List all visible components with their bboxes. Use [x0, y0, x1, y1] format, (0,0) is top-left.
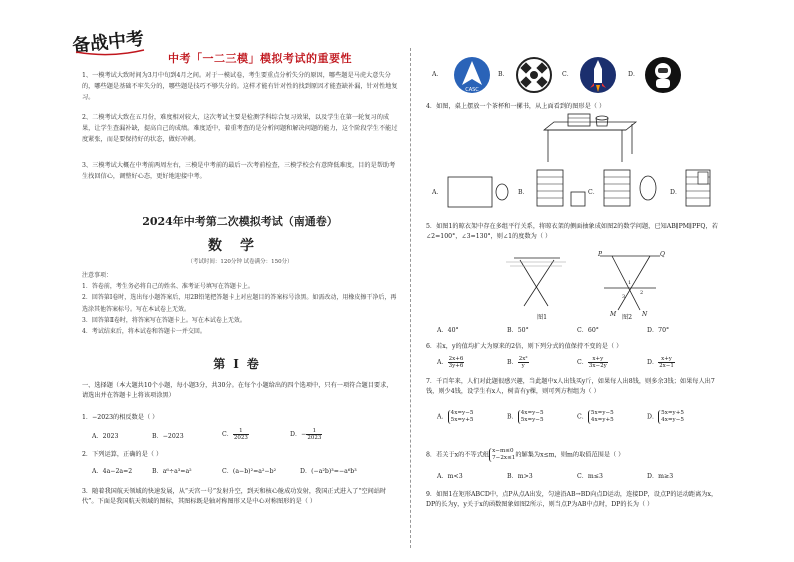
question-7-stem: 7．千百年来，人们对此题很感兴趣，当此题中x人出钱买y斤，如果每人出8钱，则多余3钱；如果每人出7钱，则少4钱，设学生有x人，树苗有y棵，则可列方程组为（ ）: [426, 378, 715, 395]
intro-paragraph-1: 1、一模考试大致时间为3月中旬到4月之间。对于一模试卷，考生要重点分析失分的原因，哪些题是马虎大意失分的，哪些题是基础不牢失分的，哪些题是技巧不够失分的。这样才能有针对性的找到原因才能查缺补漏，针对性地复习。: [82, 72, 398, 101]
q8-option-b: B．m>3: [507, 473, 533, 480]
fig1-caption: 图1: [537, 314, 548, 321]
q4-option-b: B．: [518, 189, 529, 196]
fraction: $\frac{x+y}{2x-1}$: [659, 356, 674, 369]
note-item: 1．答卷前，考生务必将自己的姓名、准考证号填写在答题卡上。: [82, 283, 254, 291]
banner-title: 中考「一二三模」模拟考试的重要性: [168, 52, 352, 65]
question-6-stem: 6．若x，y的值均扩大为原来的2倍，则下列分式的值保持不变的是（ ）: [426, 343, 623, 350]
svg-text:CASC: CASC: [465, 87, 479, 93]
fig2-caption: 图2: [622, 314, 633, 321]
equation-system: 4x=y−5 5x=y+5: [448, 410, 474, 424]
q3-option-c: C．: [562, 71, 573, 78]
q7-option-d: D． 5x=y+5 4x=y−5: [647, 410, 684, 423]
brand-logo: [70, 24, 150, 58]
q6-option-c: C． $\frac{x+y}{3x-2y}$: [577, 356, 607, 369]
svg-text:2: 2: [640, 290, 644, 296]
exam-title: 2024年中考第二次模拟考试（南通卷）: [142, 215, 338, 228]
svg-text:P: P: [598, 251, 603, 258]
fraction: $\frac{x+y}{3x-2y}$: [588, 356, 607, 369]
casc-logo-icon: [452, 55, 492, 99]
question-2-stem: 2．下列运算，正确的是（ ）: [82, 451, 163, 458]
q5-option-b: B．50°: [507, 327, 529, 334]
column-divider: [410, 48, 411, 548]
exam-meta: （考试时间：120分钟 试卷满分：150分）: [187, 259, 293, 265]
fraction: $\frac{1}{2023}$: [307, 428, 322, 441]
q6-option-a: A． $\frac{2x+6}{3y+6}$: [437, 356, 464, 369]
note-item: 2．回答第Ⅰ卷时，选出每小题答案后，用2B铅笔把答题卡上对应题目的答案标号涂黑。如需改动，用橡皮擦干净后，再选涂其他答案标号。写在本试卷上无效。: [82, 294, 397, 313]
q3-option-a: A．: [432, 71, 443, 78]
q2-option-a: A．4a−2a=2: [92, 468, 133, 475]
q2-option-b: B．a⁶÷a³=a²: [152, 468, 192, 475]
fraction: $\frac{2x+6}{3y+6}$: [448, 356, 464, 369]
exam-subject: 数学: [208, 238, 272, 254]
question-5-stem: 5．如图1的晾衣架中存在多组平行关系，将晾衣架的侧面抽象成如图2的数学问题，已知AB∥PM∥PFQ，若∠2=100°，∠3=130°，则∠1的度数为（ ）: [426, 223, 718, 240]
q6-option-b: B． $\frac{\text{2x²}}{y}$: [507, 356, 528, 369]
svg-text:Q: Q: [660, 251, 665, 258]
q5-option-d: D．70°: [647, 327, 670, 334]
svg-text:备战中考: 备战中考: [71, 28, 146, 57]
rocket-emblem-icon: [578, 55, 618, 99]
intro-paragraph-3: 3、三模考试大概在中考前两周左右，三模是中考前的最后一次考前检查，三模学校会有意降低难度，目的是帮助考生找回信心，调整好心态，更好地迎接中考。: [82, 162, 396, 180]
notes-block: [82, 270, 398, 337]
note-item: 4．考试结束后，将本试卷和答题卡一并交回。: [82, 328, 206, 336]
q4-option-a-figure: [447, 175, 511, 213]
q7-option-b: B． 4x=y−5 5x=y−5: [507, 410, 544, 423]
svg-text:N: N: [642, 311, 648, 318]
svg-text:3: 3: [622, 294, 626, 300]
satellite-emblem-icon: [515, 56, 553, 98]
q1-option-b: B．−2023: [152, 433, 184, 440]
clothes-rack-figure: [500, 248, 680, 322]
intro-paragraph-2: 2、二模考试大致在五月份，难度相对较大，这次考试主要是检测学科综合复习效果，以及学生在第一轮复习的成果，让学生查漏补缺，提高自己的成绩。难度适中，着重考查的是分析问题和解决问题的能力，这个阶段学生不能过度紧张，而是要保持好的状态，做好冲刺。: [82, 114, 398, 143]
question-8-stem: 8．若关于x的不等式组 x−m≤0 7−2x≤1 的解集为x≤m，则m的取值范围是（ ）: [426, 448, 625, 461]
q3-option-b: B．: [498, 71, 509, 78]
section-heading: 一、选择题（本大题共10个小题，每小题3分，共30分。在每个小题给出的四个选项中，只有一项符合题目要求，请选出并在答题卡上将该项涂黑）: [82, 382, 393, 399]
q3-option-d: D．: [628, 71, 640, 78]
notes-heading: 注意事项：: [82, 272, 113, 279]
q7-option-a: A． 4x=y−5 5x=y+5: [437, 410, 474, 423]
fraction: $\frac{\text{2x²}}{y}$: [518, 356, 528, 369]
question-9-stem: 9．如图1在矩形ABCD中，点P从点A出发，匀速沿AB→BD向点D运动，连接DP，设点P的运动距离为x，DP的长为y，y关于x的函数图象如图2所示，则当点P为AB中点时，DP的长为（ ）: [426, 491, 718, 508]
equation-system: 5x=y−5 4x=y+5: [588, 410, 614, 424]
q2-option-d: D．(−a²b)³=−a⁶b³: [300, 468, 357, 475]
question-4-stem: 4．如图，桌上摆放一个茶杯和一摞书，从上面看到的图形是（ ）: [426, 103, 606, 110]
q5-option-c: C．60°: [577, 327, 599, 334]
q4-option-d-figure: [684, 168, 718, 212]
q2-option-c: C．(a−b)²=a²−b²: [222, 468, 277, 475]
q4-option-c: C．: [588, 189, 599, 196]
brand-logo-icon: [70, 24, 150, 58]
q1-option-d: D．− $\frac{1}{2023}$: [290, 428, 322, 441]
q7-option-c: C． 5x=y−5 4x=y+5: [577, 410, 614, 423]
inequality-system: x−m≤0 7−2x≤1: [489, 448, 515, 462]
q8-option-c: C．m≤3: [577, 473, 603, 480]
q5-option-a: A．40°: [437, 327, 459, 334]
table-cup-books-figure: [540, 112, 640, 168]
q4-option-d: D．: [670, 189, 682, 196]
q4-option-c-figure: [602, 168, 662, 212]
svg-text:M: M: [610, 311, 617, 318]
svg-text:1: 1: [628, 280, 632, 286]
astronaut-emblem-icon: [643, 55, 683, 99]
q4-option-a: A．: [432, 189, 443, 196]
fraction: $\frac{1}{2023}$: [233, 428, 248, 441]
question-3-stem: 3．随着我国航天领域的快速发展，从“天宫一号”发射升空，到天和核心舱成功发射，我国正式进入了“空间站时代”。下面是我国航天领域的图标，其图标既是轴对称图形又是中心对称图形的是（ ）: [82, 488, 387, 505]
q1-option-a: A．2023: [92, 433, 119, 440]
q8-option-d: D．m≥3: [647, 473, 674, 480]
q6-option-d: D． $\frac{x+y}{2x-1}$: [647, 356, 674, 369]
question-1-stem: 1．−2023的相反数是（ ）: [82, 414, 159, 421]
volume-heading: 第Ⅰ卷: [213, 357, 267, 371]
equation-system: 4x=y−5 5x=y−5: [518, 410, 544, 424]
equation-system: 5x=y+5 4x=y−5: [658, 410, 684, 424]
q1-option-c: C． $\frac{1}{2023}$: [222, 428, 248, 441]
q8-option-a: A．m<3: [437, 473, 463, 480]
q4-option-b-figure: [533, 168, 589, 212]
note-item: 3．回答第Ⅱ卷时，将答案写在答题卡上。写在本试卷上无效。: [82, 316, 246, 324]
